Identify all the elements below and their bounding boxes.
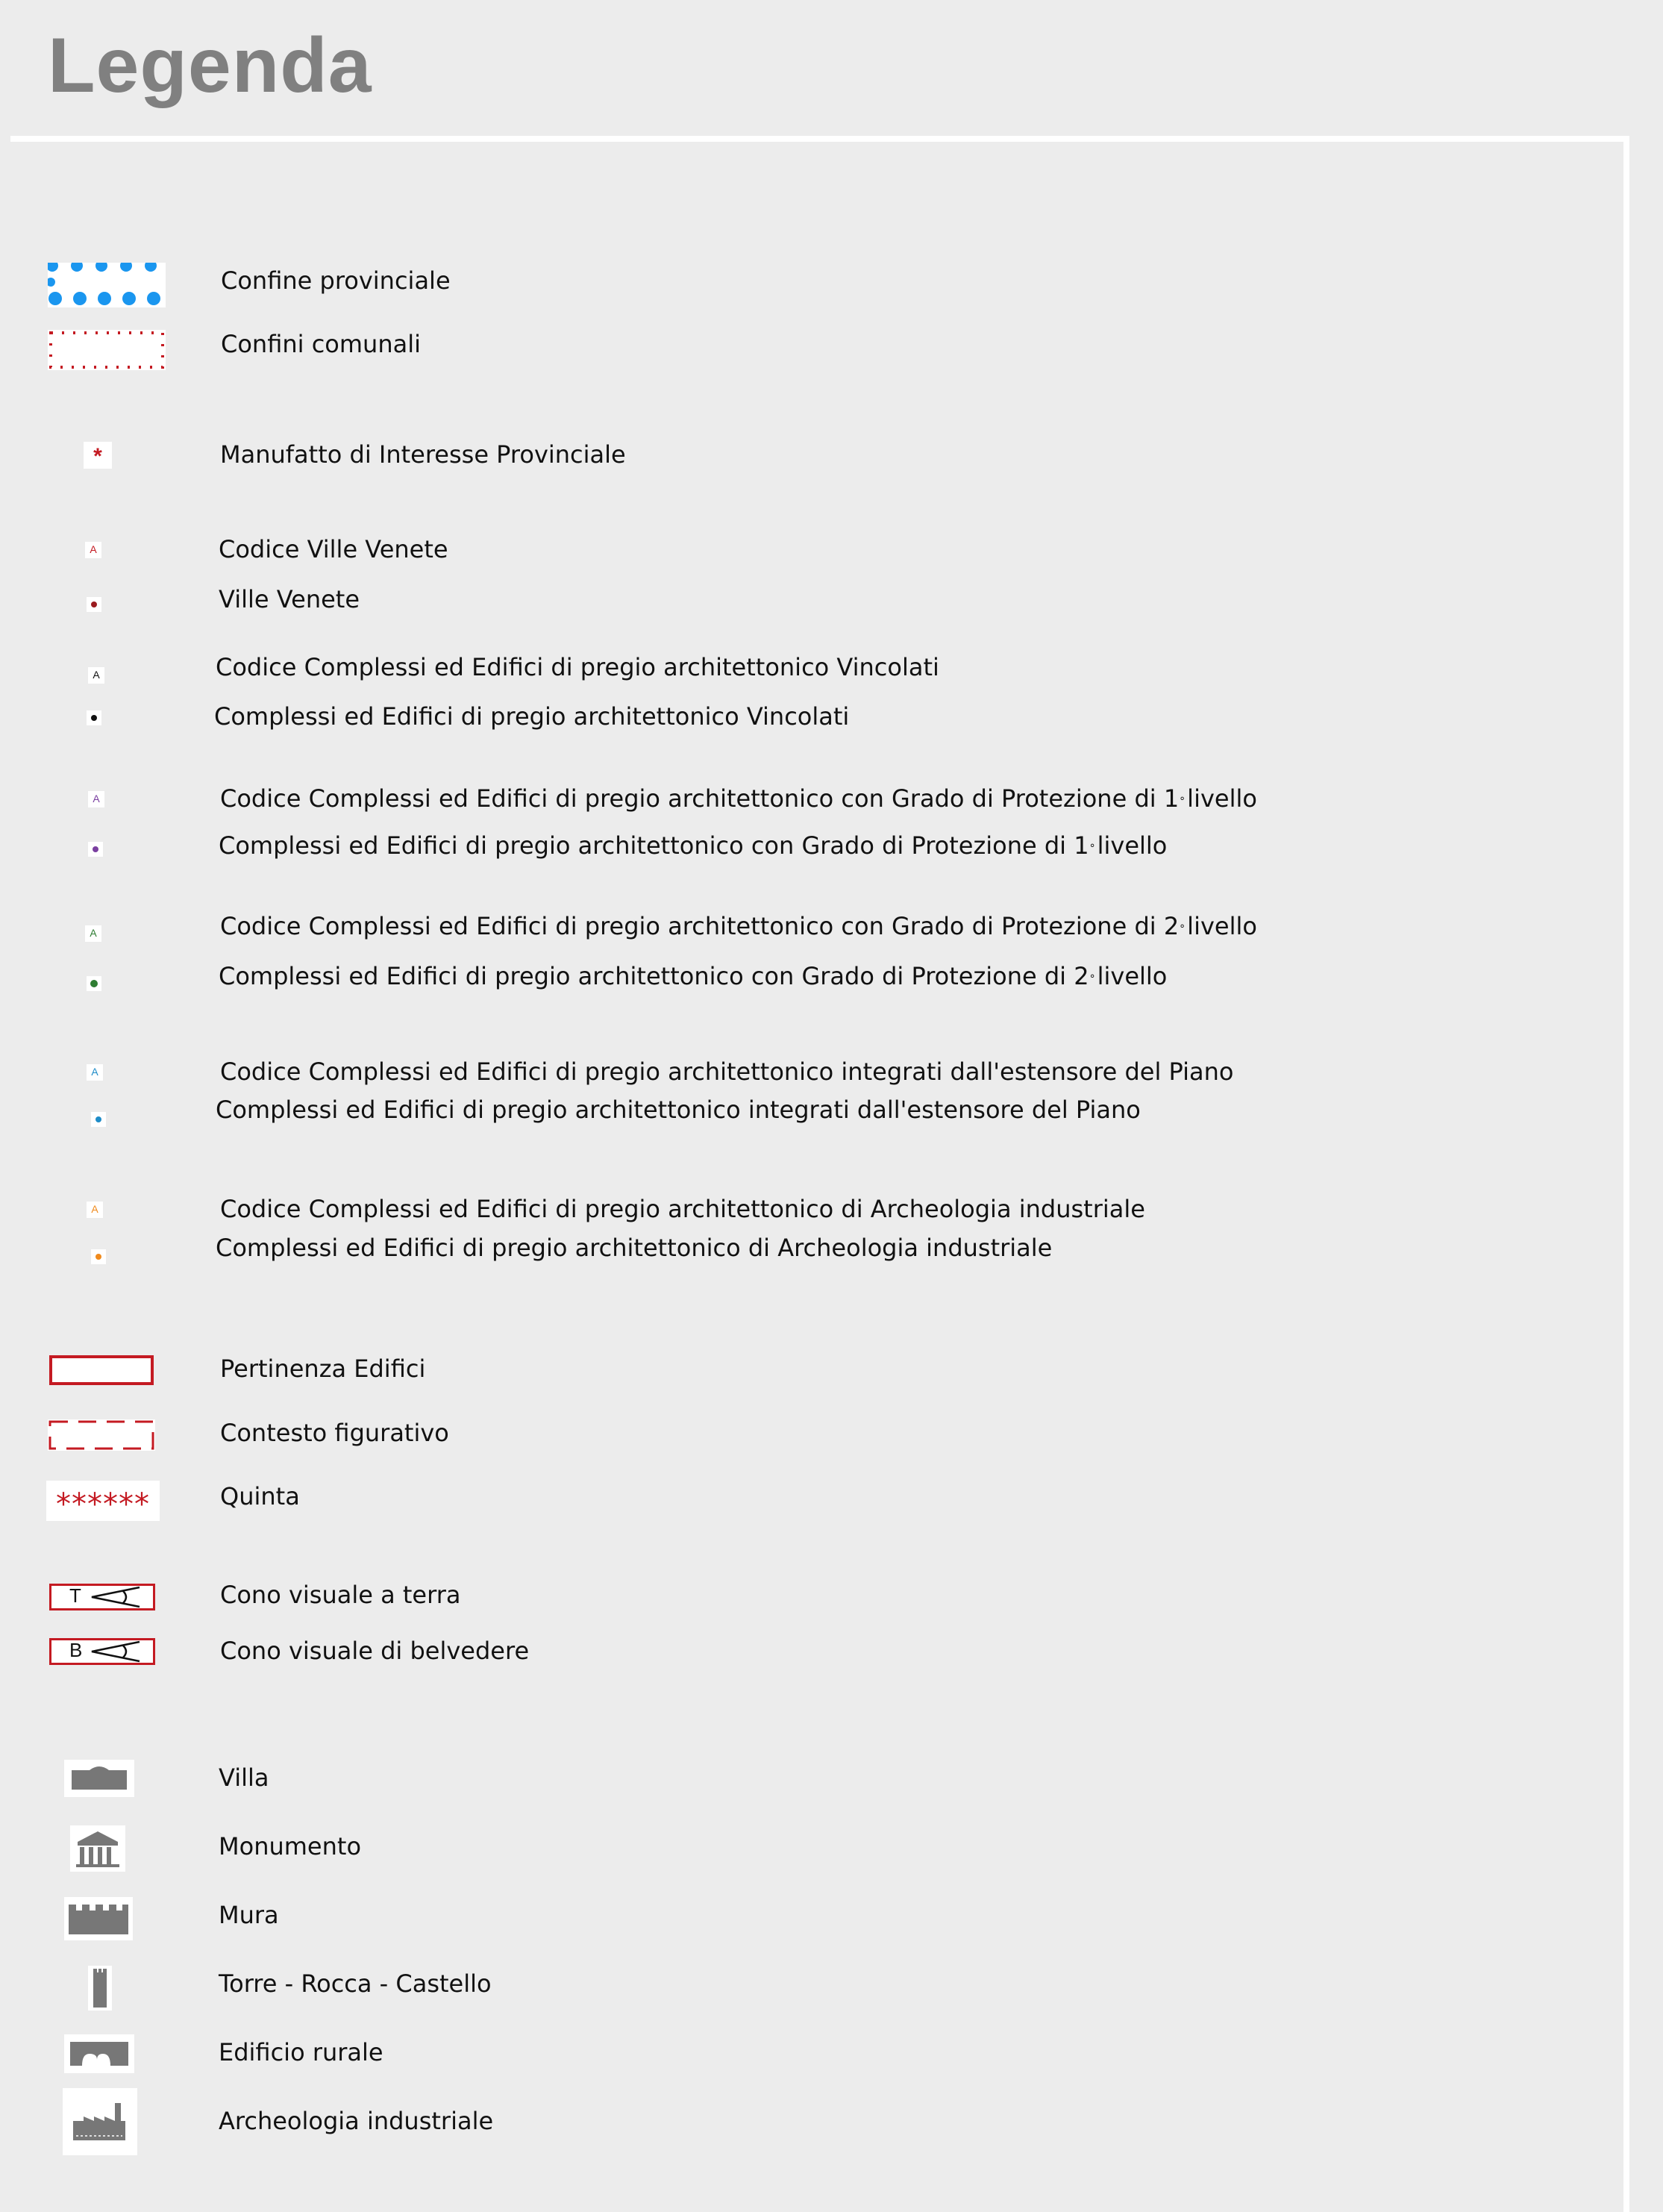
codice-vincolati-label: Codice Complessi ed Edifici di pregio architettonico Vincolati (216, 653, 939, 681)
cono-belvedere-symbol (49, 1638, 155, 1665)
contesto-symbol (48, 1419, 155, 1451)
pertinenza-label: Pertinenza Edifici (220, 1355, 426, 1383)
cono-belvedere-letter: B (69, 1639, 83, 1661)
grado2-dot-bg (87, 976, 101, 991)
vincolati-dot (91, 715, 97, 721)
confini-comunali-label: Confini comunali (221, 330, 421, 358)
legend-title: Legenda (48, 22, 372, 109)
vincolati-dot-bg (87, 710, 101, 725)
title-divider (10, 136, 1629, 142)
grado2-dot (90, 980, 98, 987)
integrati-label: Complessi ed Edifici di pregio architettonico integrati dall'estensore del Piano (216, 1096, 1141, 1124)
confine-provinciale-symbol (48, 263, 166, 307)
villa-label: Villa (219, 1763, 269, 1792)
archeologia-dot (95, 1254, 101, 1260)
grado2-label: Complessi ed Edifici di pregio architettonico con Grado di Protezione di 2°livello (219, 962, 1168, 990)
edificio-rurale-label: Edificio rurale (219, 2038, 383, 2066)
pertinenza-symbol (49, 1355, 154, 1385)
villa-icon (64, 1760, 134, 1797)
quinta-symbol (46, 1481, 160, 1521)
monumento-icon (70, 1825, 125, 1872)
archeologia-industriale-label: Archeologia industriale (219, 2107, 494, 2135)
edificio-rurale-icon (64, 2034, 134, 2073)
cono-terra-symbol (49, 1584, 155, 1610)
ville-dot-bg (87, 597, 101, 612)
grado1-dot-bg (88, 842, 103, 857)
manufatto-label: Manufatto di Interesse Provinciale (220, 440, 626, 469)
right-border (1623, 136, 1629, 2212)
mura-icon (64, 1897, 133, 1940)
archeologia-dot-bg (91, 1249, 106, 1264)
codice-archeologia-label: Codice Complessi ed Edifici di pregio architettonico di Archeologia industriale (220, 1195, 1145, 1223)
codice-integrati-symbol: A (87, 1064, 103, 1081)
vincolati-label: Complessi ed Edifici di pregio architettonico Vincolati (214, 702, 850, 731)
quinta-stars-icon: ****** (56, 1487, 150, 1522)
cono-belvedere-label: Cono visuale di belvedere (220, 1637, 530, 1665)
monumento-label: Monumento (219, 1832, 362, 1860)
archeologia-industriale-icon (63, 2088, 137, 2155)
cone-icon (89, 1640, 148, 1663)
confine-provinciale-label: Confine provinciale (221, 266, 451, 295)
ville-dot (91, 602, 97, 607)
codice-ville-symbol: A (85, 542, 101, 558)
manufatto-symbol (84, 442, 112, 469)
cono-terra-label: Cono visuale a terra (220, 1581, 461, 1609)
integrati-dot-bg (91, 1112, 106, 1127)
quinta-label: Quinta (220, 1482, 300, 1510)
grado1-label: Complessi ed Edifici di pregio architettonico con Grado di Protezione di 1°livello (219, 831, 1168, 860)
archeologia-label: Complessi ed Edifici di pregio architettonico di Archeologia industriale (216, 1234, 1053, 1262)
cono-terra-letter: T (69, 1584, 81, 1607)
grado1-dot (93, 846, 98, 852)
codice-ville-label: Codice Ville Venete (219, 535, 448, 563)
codice-vincolati-symbol: A (88, 667, 104, 684)
contesto-label: Contesto figurativo (220, 1419, 449, 1447)
confini-comunali-symbol (48, 330, 166, 370)
codice-archeologia-symbol: A (87, 1202, 103, 1218)
codice-grado1-symbol: A (88, 791, 104, 807)
ville-label: Ville Venete (219, 585, 360, 613)
codice-integrati-label: Codice Complessi ed Edifici di pregio architettonico integrati dall'estensore del Piano (220, 1057, 1234, 1086)
codice-grado2-label: Codice Complessi ed Edifici di pregio architettonico con Grado di Protezione di 2°livello (220, 912, 1257, 940)
codice-grado1-label: Codice Complessi ed Edifici di pregio architettonico con Grado di Protezione di 1°livello (220, 784, 1257, 813)
cone-icon (89, 1586, 148, 1608)
asterisk-icon: * (93, 444, 102, 469)
torre-icon (88, 1966, 112, 2011)
torre-label: Torre - Rocca - Castello (219, 1969, 492, 1998)
codice-grado2-symbol: A (85, 925, 101, 942)
mura-label: Mura (219, 1901, 279, 1929)
integrati-dot (95, 1116, 101, 1122)
